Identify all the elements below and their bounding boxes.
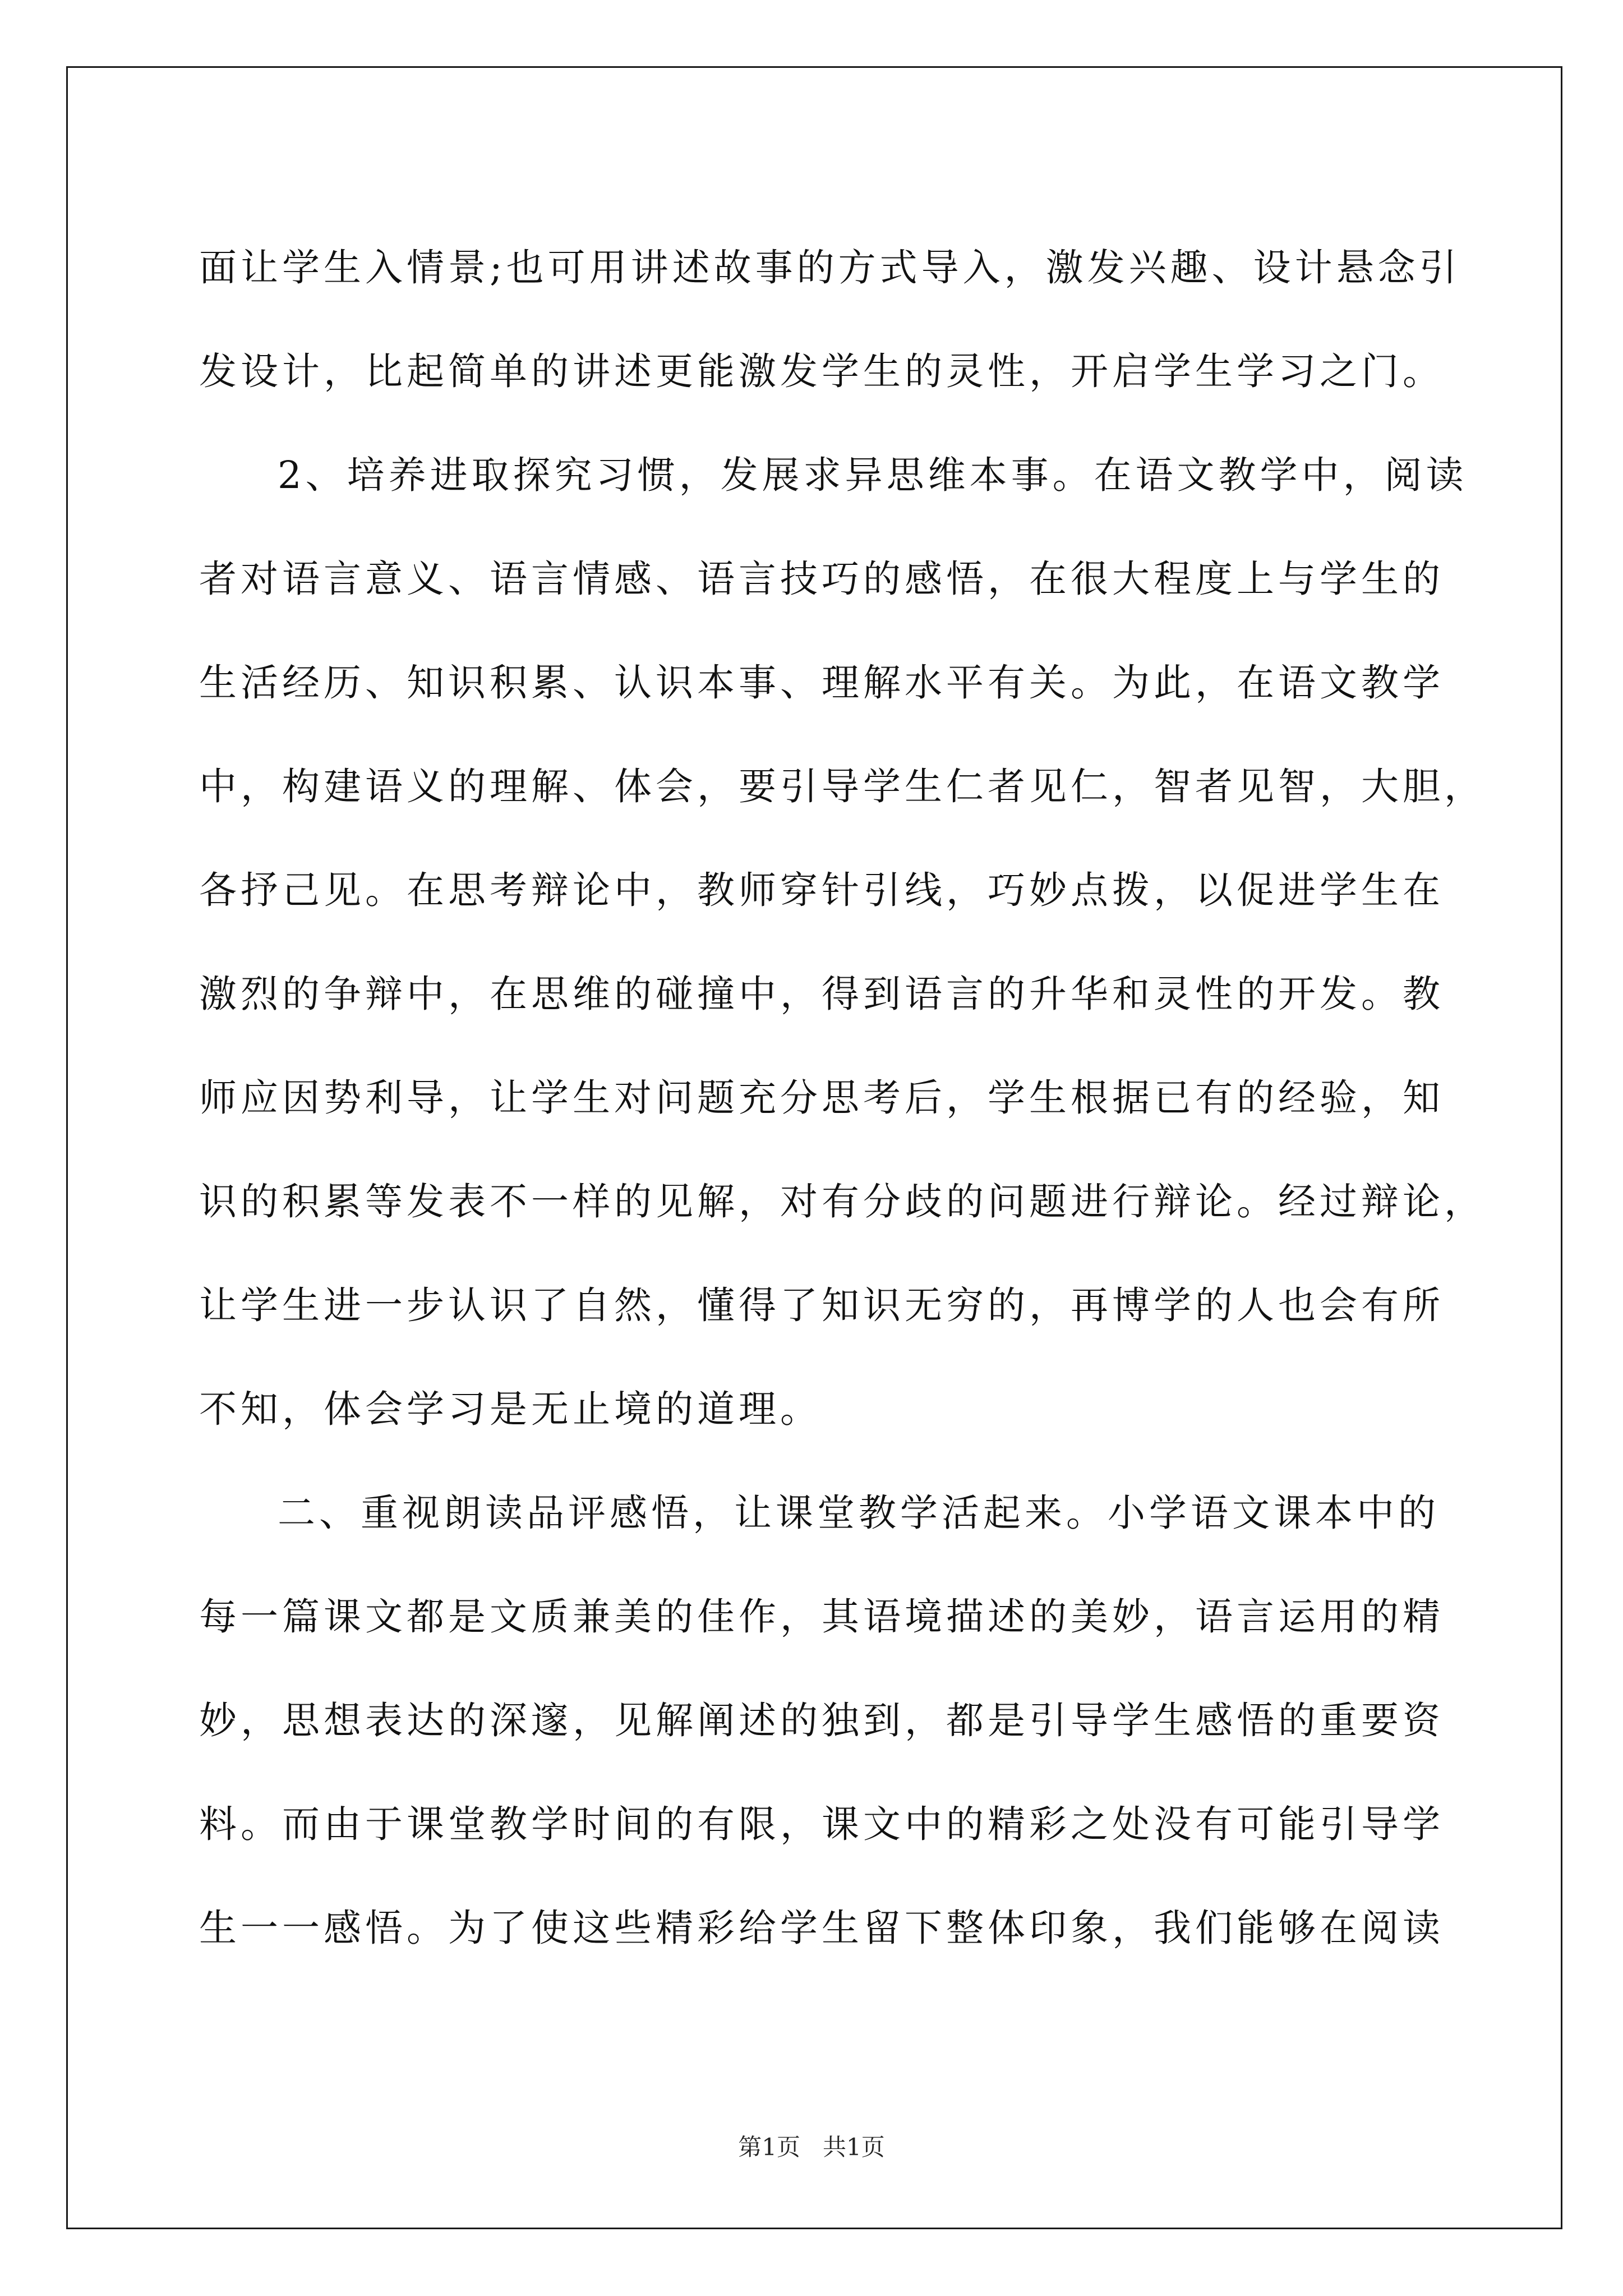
text-line: 识的积累等发表不一样的见解，对有分歧的问题进行辩论。经过辩论， — [199, 1180, 1486, 1223]
text-line: 各抒己见。在思考辩论中，教师穿针引线，巧妙点拨，以促进学生在 — [199, 868, 1444, 912]
text-line: 者对语言意义、语言情感、语言技巧的感悟，在很大程度上与学生的 — [199, 557, 1444, 601]
text-line: 妙，思想表达的深邃，见解阐述的独到，都是引导学生感悟的重要资 — [199, 1699, 1444, 1742]
text-line: 生一一感悟。为了使这些精彩给学生留下整体印象，我们能够在阅读 — [199, 1906, 1444, 1950]
text-line: 激烈的争辩中，在思维的碰撞中，得到语言的升华和灵性的开发。教 — [199, 972, 1444, 1016]
text-line: 师应因势利导，让学生对问题充分思考后，学生根据已有的经验，知 — [199, 1076, 1444, 1120]
text-line: 生活经历、知识积累、认识本事、理解水平有关。为此，在语文教学 — [199, 661, 1444, 705]
text-line: 让学生进一步认识了自然，懂得了知识无穷的，再博学的人也会有所 — [199, 1283, 1444, 1327]
page-number-footer: 第1页 共1页 — [738, 2133, 885, 2161]
body-text — [199, 216, 1486, 1980]
text-line: 发设计，比起简单的讲述更能激发学生的灵性，开启学生学习之门。 — [199, 349, 1444, 393]
text-line: 中，构建语义的理解、体会，要引导学生仁者见仁，智者见智，大胆， — [199, 765, 1486, 808]
text-line: 面让学生入情景;也可用讲述故事的方式导入，激发兴趣、设计悬念引 — [199, 246, 1461, 289]
text-line: 2、培养进取探究习惯，发展求异思维本事。在语文教学中，阅读 — [278, 453, 1468, 497]
text-line: 不知，体会学习是无止境的道理。 — [199, 1387, 822, 1431]
text-line: 料。而由于课堂教学时间的有限，课文中的精彩之处没有可能引导学 — [199, 1802, 1444, 1846]
text-line: 每一篇课文都是文质兼美的佳作，其语境描述的美妙，语言运用的精 — [199, 1595, 1444, 1639]
text-line: 二、重视朗读品评感悟，让课堂教学活起来。小学语文课本中的 — [278, 1491, 1440, 1535]
